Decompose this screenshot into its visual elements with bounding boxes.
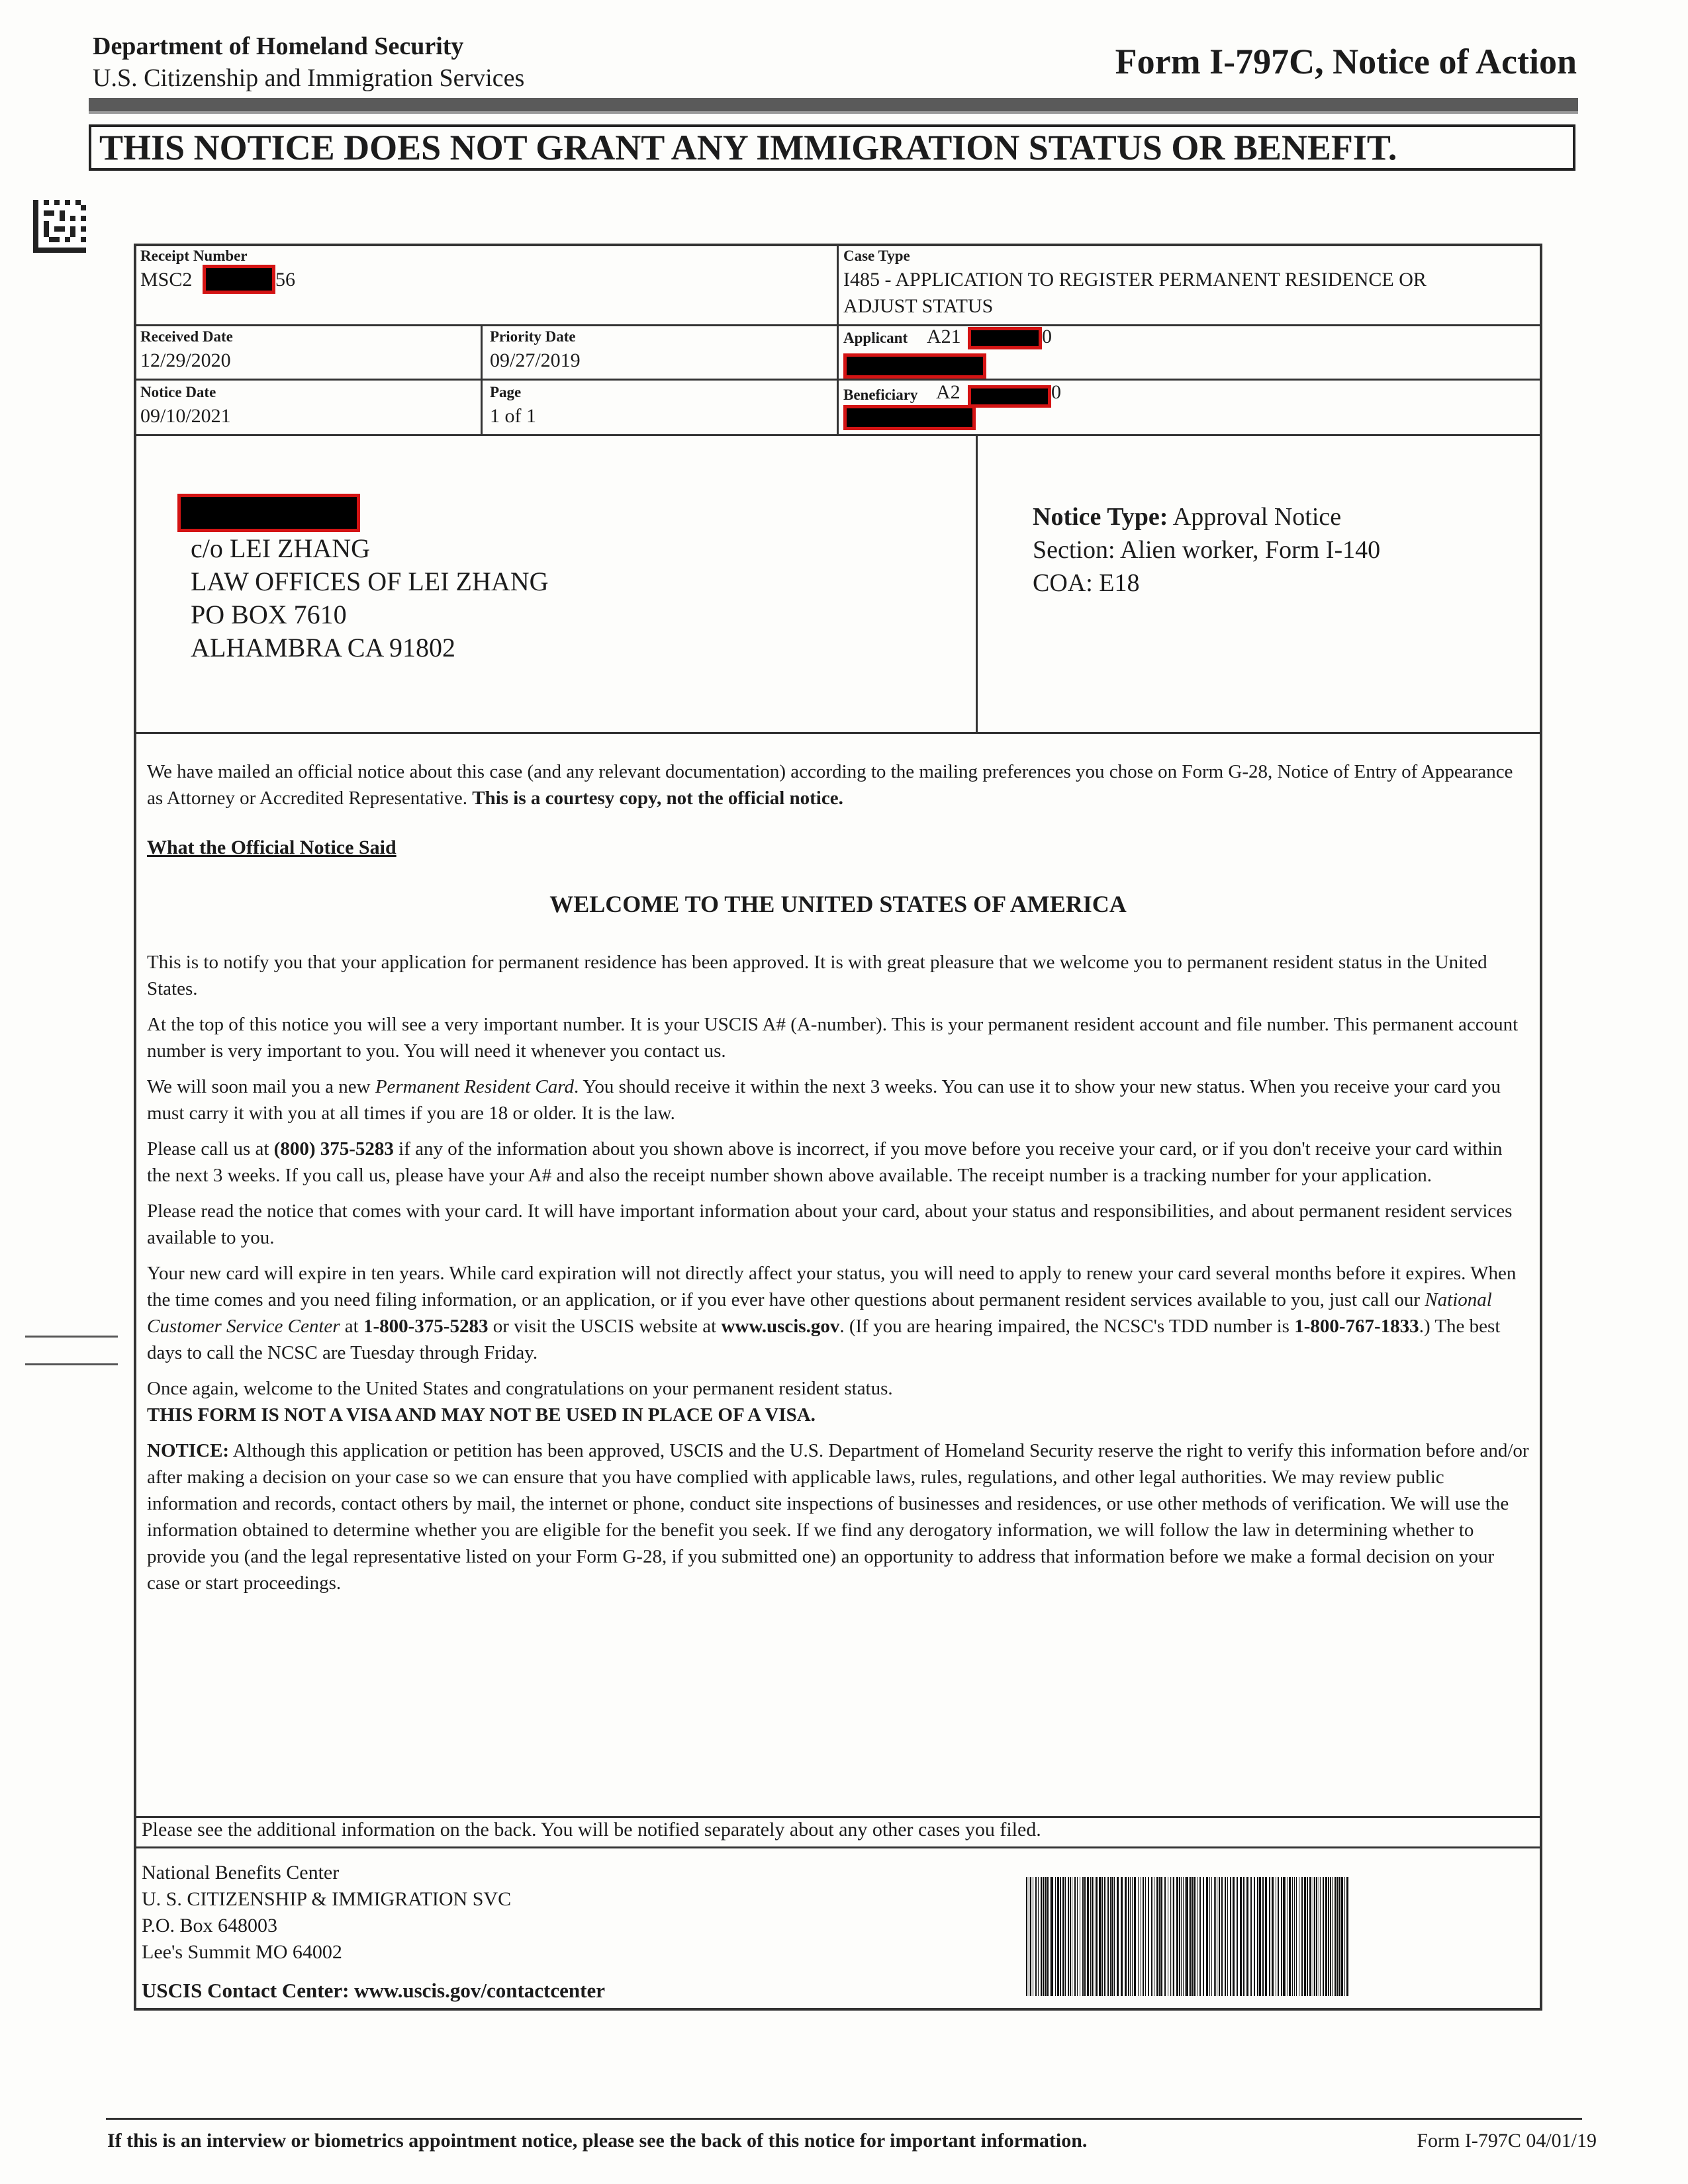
field-grid-line (837, 244, 839, 434)
bottom-note: If this is an interview or biometrics appointment notice, please see the back of this notice for important information. (107, 2130, 1088, 2152)
text-run: Please call us at (147, 1138, 269, 1160)
applicant-prefix: A21 (927, 326, 961, 347)
case-type-line1: I485 - APPLICATION TO REGISTER PERMANENT RESIDENCE OR (843, 269, 1427, 291)
intro-text: We have mailed an official notice about this case (and any relevant documentation) according to the mailing preferences you chose on Form G-28, Notice of Entry of Appearance as Attorney or Accredited Representative. (147, 761, 1513, 809)
field-grid-line (481, 324, 483, 434)
notice-date-value: 09/10/2021 (140, 405, 231, 427)
receipt-number-prefix: MSC2 (140, 269, 193, 291)
redaction-box (843, 353, 986, 379)
center-line-3: P.O. Box 648003 (142, 1915, 278, 1936)
applicant-label: Applicant (843, 330, 908, 346)
text-run-italic: National Customer Service Center (147, 1289, 1492, 1337)
priority-date-value: 09/27/2019 (490, 349, 581, 371)
contact-center: USCIS Contact Center: www.uscis.gov/contactcenter (142, 1979, 605, 2002)
text-run: Although this application or petition has been approved, USCIS and the U.S. Department of Homeland Security reserve the right to verify this information before and/or after making a decision on your case so we can ensure that you have complied with applicable laws, rules, regulations, and other legal authorities. We may review public information and records, contact others by mail, the internet or phone, conduct site inspections of businesses and residences, or use other methods of verification. We will use the information obtained to determine whether you are eligible for the benefit you seek. If we find any derogatory information, we will follow the law in determining whether to provide you (and the legal representative listed on your Form G-28, if you submitted one) an opportunity to address that information before we make a formal decision on your case or start proceedings. (147, 1440, 1529, 1594)
notice-coa: COA: E18 (1033, 569, 1140, 597)
case-type-label: Case Type (843, 248, 910, 264)
welcome-heading: WELCOME TO THE UNITED STATES OF AMERICA (549, 891, 1127, 917)
page-value: 1 of 1 (490, 405, 536, 427)
center-line-2: U. S. CITIZENSHIP & IMMIGRATION SVC (142, 1888, 512, 1910)
department-name: Department of Homeland Security (93, 32, 464, 60)
page-label: Page (490, 384, 522, 400)
redaction-box (843, 405, 976, 430)
case-type-line2: ADJUST STATUS (843, 295, 994, 317)
paragraph-approval: This is to notify you that your application for permanent residence has been approved. It is with great pleasure that we welcome you to permanent resident status in the United States. (147, 952, 1487, 999)
margin-mark (25, 1336, 118, 1338)
text-run-italic: Permanent Resident Card (375, 1076, 574, 1097)
redaction-box (968, 327, 1042, 349)
receipt-number-suffix: 56 (275, 269, 295, 291)
center-line-1: National Benefits Center (142, 1862, 340, 1884)
address-line-1: c/o LEI ZHANG (191, 533, 371, 563)
qr-code-icon (33, 200, 86, 253)
phone-number: 1-800-375-5283 (363, 1316, 489, 1337)
paragraph-expire (147, 1260, 1530, 1366)
address-line-2: LAW OFFICES OF LEI ZHANG (191, 567, 549, 596)
redaction-box (203, 265, 275, 294)
notice-section: Section: Alien worker, Form I-140 (1033, 536, 1381, 564)
beneficiary-suffix: 0 (1051, 381, 1061, 403)
received-date-label: Received Date (140, 328, 233, 345)
applicant-suffix: 0 (1042, 326, 1052, 347)
priority-date-label: Priority Date (490, 328, 576, 345)
field-grid-line (134, 434, 1542, 436)
address-line-4: ALHAMBRA CA 91802 (191, 633, 456, 662)
phone-number: (800) 375-5283 (273, 1138, 394, 1160)
footer-divider (134, 1846, 1542, 1848)
paragraph-notice (147, 1437, 1530, 1596)
paragraph-congrats (147, 1375, 1530, 1428)
paragraph-call (147, 1136, 1530, 1189)
text-run: . (If you are hearing impaired, the NCSC's TDD number is (839, 1316, 1289, 1337)
receipt-number-label: Receipt Number (140, 248, 248, 264)
intro-bold-text: This is a courtesy copy, not the official notice. (472, 788, 843, 809)
form-id: Form I-797C 04/01/19 (1417, 2130, 1597, 2152)
website-link: www.uscis.gov (721, 1316, 840, 1337)
text-run: Your new card will expire in ten years. While card expiration will not directly affect your status, you will need to apply to renew your card several months before it expires. When the time comes and you need filing information, or an application, or if you ever have other questions about permanent resident services available to you, just call our (147, 1263, 1517, 1310)
notice-type (1033, 500, 1341, 533)
visa-warning: THIS FORM IS NOT A VISA AND MAY NOT BE USED IN PLACE OF A VISA. (147, 1404, 816, 1426)
beneficiary-prefix: A2 (936, 381, 961, 403)
redaction-box (968, 385, 1051, 408)
paragraph-a-number: At the top of this notice you will see a very important number. It is your USCIS A# (A-number). This is your permanent resident account and file number. This permanent account number is very important to you. You will need it whenever you contact us. (147, 1014, 1519, 1062)
received-date-value: 12/29/2020 (140, 349, 231, 371)
address-divider (976, 434, 978, 733)
address-line-3: PO BOX 7610 (191, 600, 347, 629)
bottom-rule (106, 2118, 1582, 2120)
text-run: at (344, 1316, 359, 1337)
status-banner: THIS NOTICE DOES NOT GRANT ANY IMMIGRATION STATUS OR BENEFIT. (89, 124, 1575, 171)
text-run: . You should receive it within the next 3 weeks. You can use it to show your new status. When you receive your card you must carry it with you at all times if you are 18 or older. It is the law. (147, 1076, 1501, 1124)
header-rule (89, 98, 1578, 114)
notice-type-value: Approval Notice (1172, 503, 1342, 531)
intro-paragraph (147, 758, 1530, 811)
text-run: Once again, welcome to the United States and congratulations on your permanent resident status. (147, 1378, 893, 1399)
notice-date-label: Notice Date (140, 384, 216, 400)
agency-name: U.S. Citizenship and Immigration Services (93, 64, 525, 92)
margin-mark (25, 1363, 118, 1365)
additional-info: Please see the additional information on the back. You will be notified separately about any other cases you filed. (142, 1819, 1041, 1841)
paragraph-read: Please read the notice that comes with your card. It will have important information about your card, about your status and responsibilities, and about permanent resident services available to you. (147, 1201, 1513, 1248)
text-run: .) The best days to call the NCSC are Tuesday through Friday. (147, 1316, 1501, 1363)
notice-type-label: Notice Type: (1033, 503, 1168, 531)
beneficiary-label: Beneficiary (843, 387, 918, 403)
footer-divider (134, 1816, 1542, 1818)
text-run: We will soon mail you a new (147, 1076, 371, 1097)
barcode-icon (1026, 1877, 1350, 1996)
notice-body (147, 949, 1530, 1606)
official-notice-heading: What the Official Notice Said (147, 837, 397, 858)
form-title: Form I-797C, Notice of Action (1115, 42, 1577, 81)
redaction-box (177, 494, 360, 532)
text-run: or visit the USCIS website at (492, 1316, 717, 1337)
notice-label: NOTICE: (147, 1440, 230, 1461)
phone-number: 1-800-767-1833 (1294, 1316, 1419, 1337)
text-run: if any of the information about you shown above is incorrect, if you move before you receive your card, or if you don't receive your card within the next 3 weeks. If you call us, please have your A# and also the receipt number shown above available. The receipt number is a tracking number for your application. (147, 1138, 1503, 1186)
address-divider (134, 732, 1542, 734)
center-line-4: Lee's Summit MO 64002 (142, 1941, 342, 1963)
paragraph-card (147, 1073, 1530, 1126)
